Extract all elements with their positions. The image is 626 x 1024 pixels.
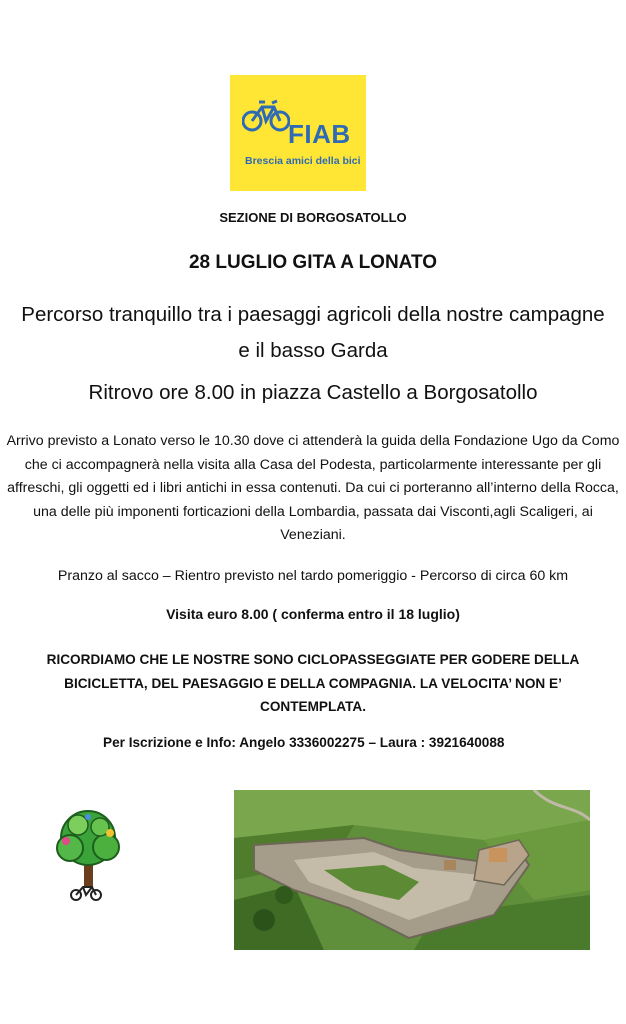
page-title: 28 LUGLIO GITA A LONATO [188,252,438,273]
rocca-di-lonato-aerial-photo [234,790,590,950]
contact-info: Per Iscrizione e Info: Angelo 3336002275 – Laura : 3921640088 [103,735,505,750]
logo-brand: FIAB [288,119,351,149]
visit-price: Visita euro 8.00 ( conferma entro il 18 luglio) [166,606,460,622]
bicycle-tree-icon [48,803,128,903]
section-name: SEZIONE DI BORGOSATOLLO [219,210,407,225]
fiab-logo [230,75,366,191]
logo-tagline: Brescia amici della bici [245,155,361,167]
route-description: Percorso tranquillo tra i paesaggi agricoli della nostre campagne e il basso Garda [21,303,605,362]
reminder-notice: RICORDIAMO CHE LE NOSTRE SONO CICLOPASSEGGIATE PER GODERE DELLA BICICLETTA, DEL PAESAGGIO E DELLA COMPAGNIA. LA VELOCITA’ NON E’ CONTEMPLATA. [46,652,580,714]
lunch-info: Pranzo al sacco – Rientro previsto nel tardo pomeriggio - Percorso di circa 60 km [57,568,569,584]
bicycle-icon [242,97,290,133]
arrival-paragraph: Arrivo previsto a Lonato verso le 10.30 dove ci attenderà la guida della Fondazione Ugo da Como che ci accompagnerà nella visita alla Casa del Podesta, particolarmente interessante per gli affreschi, gli oggetti ed i libri antichi in essa contenuti. Da cui ci porteranno all’interno della Rocca, una delle più imponenti forticazioni della Lombardia, passata dai Visconti,agli Scaligeri, ai Veneziani. [6,433,620,543]
meeting-point: Ritrovo ore 8.00 in piazza Castello a Borgosatollo [88,381,538,404]
